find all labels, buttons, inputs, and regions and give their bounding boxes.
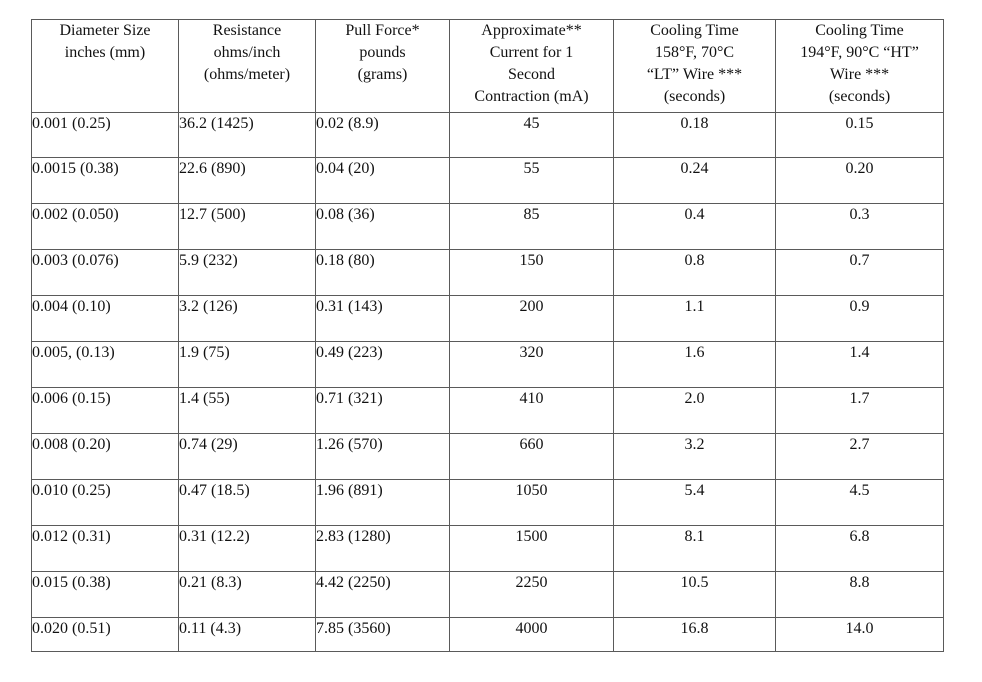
cell-resistance: 36.2 (1425) — [179, 113, 316, 158]
cell-diameter: 0.003 (0.076) — [32, 250, 179, 296]
cell-cooling-lt: 0.8 — [614, 250, 776, 296]
header-line: Contraction (mA) — [474, 88, 589, 105]
header-cooling-lt — [614, 20, 776, 113]
cell-cooling-ht: 6.8 — [776, 526, 944, 572]
header-pull-force — [316, 20, 450, 113]
cell-diameter: 0.006 (0.15) — [32, 388, 179, 434]
header-line: Cooling Time — [650, 22, 739, 39]
cell-current: 4000 — [450, 618, 614, 652]
cell-resistance: 5.9 (232) — [179, 250, 316, 296]
cell-pull-force: 0.71 (321) — [316, 388, 450, 434]
cell-cooling-lt: 5.4 — [614, 480, 776, 526]
cell-current: 1500 — [450, 526, 614, 572]
table-row — [32, 480, 944, 526]
header-line: ohms/inch — [213, 44, 281, 61]
cell-diameter: 0.010 (0.25) — [32, 480, 179, 526]
cell-cooling-lt: 16.8 — [614, 618, 776, 652]
header-line: “LT” Wire *** — [646, 66, 743, 83]
cell-cooling-ht: 0.15 — [776, 113, 944, 158]
cell-pull-force: 0.08 (36) — [316, 204, 450, 250]
cell-resistance: 0.21 (8.3) — [179, 572, 316, 618]
cell-current: 55 — [450, 158, 614, 204]
cell-diameter: 0.015 (0.38) — [32, 572, 179, 618]
cell-cooling-ht: 0.7 — [776, 250, 944, 296]
header-row — [32, 20, 944, 113]
wire-specifications-table — [31, 19, 944, 652]
header-line: (grams) — [357, 66, 408, 83]
cell-cooling-ht: 8.8 — [776, 572, 944, 618]
header-cooling-ht — [776, 20, 944, 113]
cell-resistance: 0.11 (4.3) — [179, 618, 316, 652]
cell-current: 45 — [450, 113, 614, 158]
table-row — [32, 572, 944, 618]
header-diameter — [32, 20, 179, 113]
cell-cooling-lt: 3.2 — [614, 434, 776, 480]
header-line: (ohms/meter) — [203, 66, 291, 83]
header-line: Resistance — [212, 22, 282, 39]
cell-cooling-ht: 0.9 — [776, 296, 944, 342]
table-row — [32, 342, 944, 388]
cell-pull-force: 0.31 (143) — [316, 296, 450, 342]
table-row — [32, 113, 944, 158]
cell-current: 1050 — [450, 480, 614, 526]
header-line: Wire *** — [829, 66, 890, 83]
cell-current: 85 — [450, 204, 614, 250]
cell-cooling-lt: 2.0 — [614, 388, 776, 434]
cell-current: 320 — [450, 342, 614, 388]
cell-cooling-ht: 14.0 — [776, 618, 944, 652]
cell-cooling-ht: 2.7 — [776, 434, 944, 480]
cell-resistance: 1.4 (55) — [179, 388, 316, 434]
cell-cooling-lt: 1.1 — [614, 296, 776, 342]
cell-cooling-lt: 0.18 — [614, 113, 776, 158]
cell-cooling-ht: 1.4 — [776, 342, 944, 388]
header-line: (seconds) — [828, 88, 891, 105]
cell-diameter: 0.005, (0.13) — [32, 342, 179, 388]
cell-pull-force: 0.04 (20) — [316, 158, 450, 204]
cell-cooling-lt: 0.4 — [614, 204, 776, 250]
cell-cooling-lt: 8.1 — [614, 526, 776, 572]
cell-cooling-ht: 0.20 — [776, 158, 944, 204]
cell-current: 2250 — [450, 572, 614, 618]
header-line: Cooling Time — [815, 22, 904, 39]
header-line: Approximate** — [481, 22, 582, 39]
table-row — [32, 618, 944, 652]
header-line: (seconds) — [663, 88, 726, 105]
cell-resistance: 0.74 (29) — [179, 434, 316, 480]
cell-cooling-ht: 4.5 — [776, 480, 944, 526]
cell-diameter: 0.0015 (0.38) — [32, 158, 179, 204]
cell-diameter: 0.001 (0.25) — [32, 113, 179, 158]
cell-current: 200 — [450, 296, 614, 342]
header-line: Current for 1 — [489, 44, 574, 61]
cell-cooling-lt: 0.24 — [614, 158, 776, 204]
table-row — [32, 296, 944, 342]
cell-current: 150 — [450, 250, 614, 296]
cell-diameter: 0.012 (0.31) — [32, 526, 179, 572]
table-row — [32, 388, 944, 434]
cell-pull-force: 1.96 (891) — [316, 480, 450, 526]
cell-pull-force: 4.42 (2250) — [316, 572, 450, 618]
table-row — [32, 158, 944, 204]
table-row — [32, 204, 944, 250]
header-current — [450, 20, 614, 113]
cell-cooling-ht: 1.7 — [776, 388, 944, 434]
cell-diameter: 0.020 (0.51) — [32, 618, 179, 652]
header-line: 158°F, 70°C — [654, 44, 735, 61]
cell-pull-force: 2.83 (1280) — [316, 526, 450, 572]
header-line: pounds — [359, 44, 406, 61]
cell-resistance: 1.9 (75) — [179, 342, 316, 388]
cell-current: 410 — [450, 388, 614, 434]
cell-cooling-lt: 1.6 — [614, 342, 776, 388]
header-line: inches (mm) — [64, 44, 146, 61]
header-resistance — [179, 20, 316, 113]
header-line: Diameter Size — [59, 22, 151, 39]
cell-current: 660 — [450, 434, 614, 480]
cell-cooling-ht: 0.3 — [776, 204, 944, 250]
cell-diameter: 0.002 (0.050) — [32, 204, 179, 250]
cell-resistance: 22.6 (890) — [179, 158, 316, 204]
table-row — [32, 434, 944, 480]
cell-pull-force: 0.49 (223) — [316, 342, 450, 388]
header-line: Second — [507, 66, 556, 83]
cell-pull-force: 1.26 (570) — [316, 434, 450, 480]
cell-resistance: 0.31 (12.2) — [179, 526, 316, 572]
cell-resistance: 12.7 (500) — [179, 204, 316, 250]
cell-cooling-lt: 10.5 — [614, 572, 776, 618]
cell-diameter: 0.004 (0.10) — [32, 296, 179, 342]
table-row — [32, 250, 944, 296]
header-line: 194°F, 90°C “HT” — [800, 44, 919, 61]
cell-pull-force: 0.02 (8.9) — [316, 113, 450, 158]
header-line: Pull Force* — [345, 22, 420, 39]
cell-diameter: 0.008 (0.20) — [32, 434, 179, 480]
cell-resistance: 3.2 (126) — [179, 296, 316, 342]
table-row — [32, 526, 944, 572]
cell-pull-force: 0.18 (80) — [316, 250, 450, 296]
cell-pull-force: 7.85 (3560) — [316, 618, 450, 652]
cell-resistance: 0.47 (18.5) — [179, 480, 316, 526]
